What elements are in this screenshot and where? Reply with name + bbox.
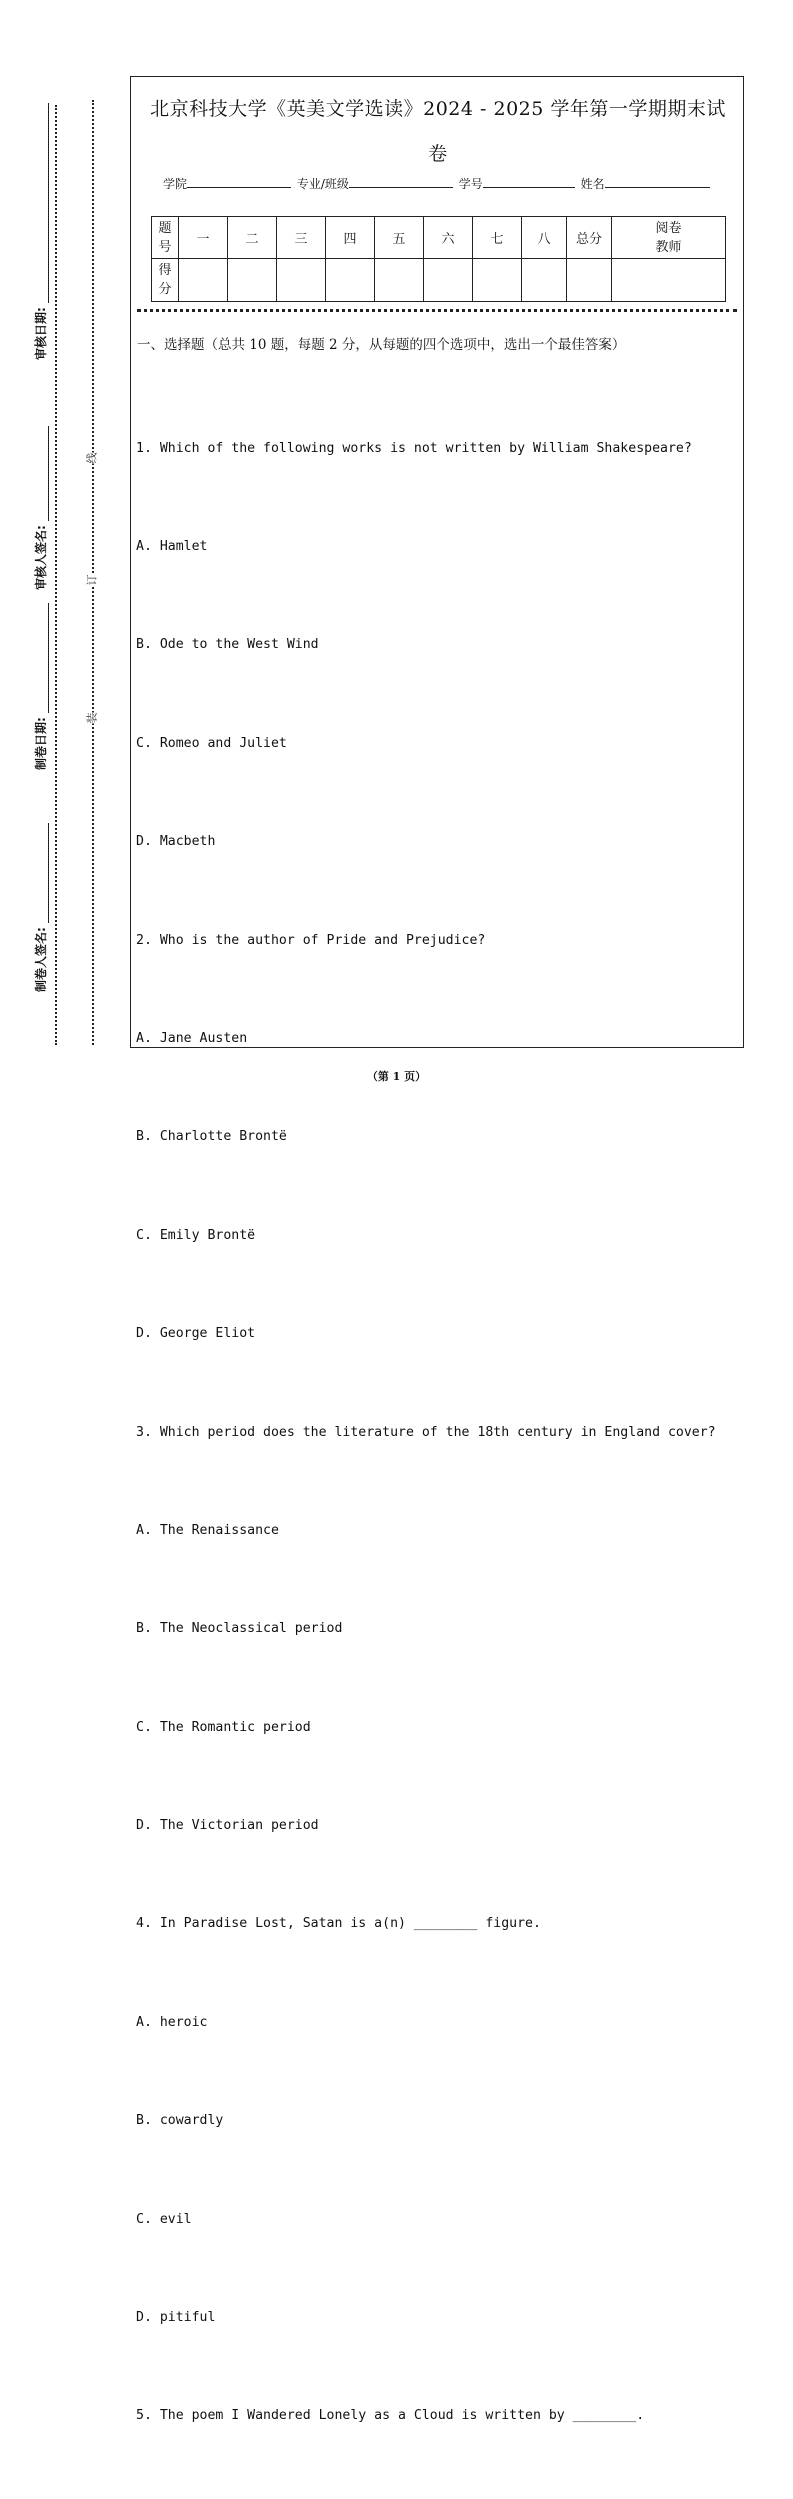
major-label: 专业/班级	[296, 177, 349, 191]
binding-staple-char: 订	[82, 575, 102, 586]
section1-heading: 一、选择题（总共 10 题，每题 2 分，从每题的四个选项中，选出一个最佳答案）	[137, 337, 626, 353]
option-line: A. Hamlet	[136, 538, 208, 554]
maker-date-blank[interactable]	[36, 603, 49, 713]
question-line: 2. Who is the author of Pride and Prejudice?	[136, 932, 486, 948]
option-line: A. Jane Austen	[136, 1030, 248, 1046]
score-col-8: 八	[522, 217, 567, 259]
binding-line-char: 线	[82, 453, 102, 464]
student-info-row	[163, 175, 712, 192]
score-col-7: 七	[473, 217, 522, 259]
outer-dotted-line	[55, 105, 57, 1045]
option-line: B. cowardly	[136, 2113, 224, 2129]
college-blank[interactable]	[187, 177, 291, 188]
option-line: B. Charlotte Brontë	[136, 1129, 287, 1145]
maker-sign-label: 制卷人签名:	[34, 927, 48, 992]
score-table-header-row	[152, 217, 726, 259]
option-line: B. Ode to the West Wind	[136, 637, 319, 653]
score-cell[interactable]	[473, 259, 522, 302]
option-line: C. The Romantic period	[136, 1719, 311, 1735]
reviewer-date-field	[32, 103, 49, 360]
name-label: 姓名	[580, 177, 605, 191]
option-line: D. pitiful	[136, 2310, 216, 2326]
score-cell[interactable]	[277, 259, 326, 302]
score-table-score-row	[152, 259, 726, 302]
score-col-total: 总分	[567, 217, 612, 259]
question-line: 5. The poem I Wandered Lonely as a Cloud is written by ________.	[136, 2408, 645, 2424]
score-col-5: 五	[375, 217, 424, 259]
name-blank[interactable]	[605, 177, 710, 188]
student-id-label: 学号	[458, 177, 483, 191]
maker-sign-blank[interactable]	[36, 823, 49, 923]
question-line: 3. Which period does the literature of the 18th century in England cover?	[136, 1424, 716, 1440]
option-line: C. Romeo and Juliet	[136, 735, 287, 751]
student-id-blank[interactable]	[483, 177, 575, 188]
reviewer-sign-blank[interactable]	[36, 426, 49, 521]
page-number: （第 1 页）	[366, 1070, 427, 1083]
score-col-2: 二	[228, 217, 277, 259]
exam-title-line1: 北京科技大学《英美文学选读》2024 - 2025 学年第一学期期末试	[150, 98, 726, 120]
grader-cell[interactable]	[612, 259, 726, 302]
reviewer-sign-field	[32, 426, 49, 590]
maker-date-label: 制卷日期:	[34, 717, 48, 770]
score-label: 得 分	[152, 259, 179, 302]
option-line: D. The Victorian period	[136, 1818, 319, 1834]
score-col-3: 三	[277, 217, 326, 259]
option-line: B. The Neoclassical period	[136, 1621, 343, 1637]
maker-date-field	[32, 603, 49, 770]
question-number-label: 题 号	[152, 217, 179, 259]
score-cell[interactable]	[522, 259, 567, 302]
score-col-4: 四	[326, 217, 375, 259]
reviewer-date-blank[interactable]	[36, 103, 49, 303]
option-line: C. evil	[136, 2211, 192, 2227]
score-cell-total[interactable]	[567, 259, 612, 302]
binding-bind-char: 装	[82, 713, 102, 724]
score-table	[151, 216, 726, 302]
question-line: 4. In Paradise Lost, Satan is a(n) ________ figure.	[136, 1916, 541, 1932]
score-col-6: 六	[424, 217, 473, 259]
exam-title	[131, 87, 745, 177]
option-line: A. heroic	[136, 2014, 208, 2030]
major-blank[interactable]	[349, 177, 453, 188]
option-line: D. George Eliot	[136, 1326, 256, 1342]
section-divider	[137, 309, 737, 312]
question-list	[136, 367, 716, 2499]
exam-title-line2: 卷	[428, 143, 448, 165]
score-cell[interactable]	[424, 259, 473, 302]
score-cell[interactable]	[228, 259, 277, 302]
score-cell[interactable]	[179, 259, 228, 302]
score-cell[interactable]	[326, 259, 375, 302]
binding-margin	[0, 0, 125, 1122]
reviewer-date-label: 审核日期:	[34, 307, 48, 360]
reviewer-sign-label: 审核人签名:	[34, 525, 48, 590]
grader-label: 阅卷 教师	[612, 217, 726, 259]
option-line: D. Macbeth	[136, 834, 216, 850]
score-cell[interactable]	[375, 259, 424, 302]
maker-sign-field	[32, 823, 49, 992]
option-line: A. The Renaissance	[136, 1522, 279, 1538]
question-line: 1. Which of the following works is not written by William Shakespeare?	[136, 440, 692, 456]
score-col-1: 一	[179, 217, 228, 259]
inner-dotted-line	[92, 100, 94, 1045]
option-line: C. Emily Brontë	[136, 1227, 256, 1243]
college-label: 学院	[163, 177, 188, 191]
